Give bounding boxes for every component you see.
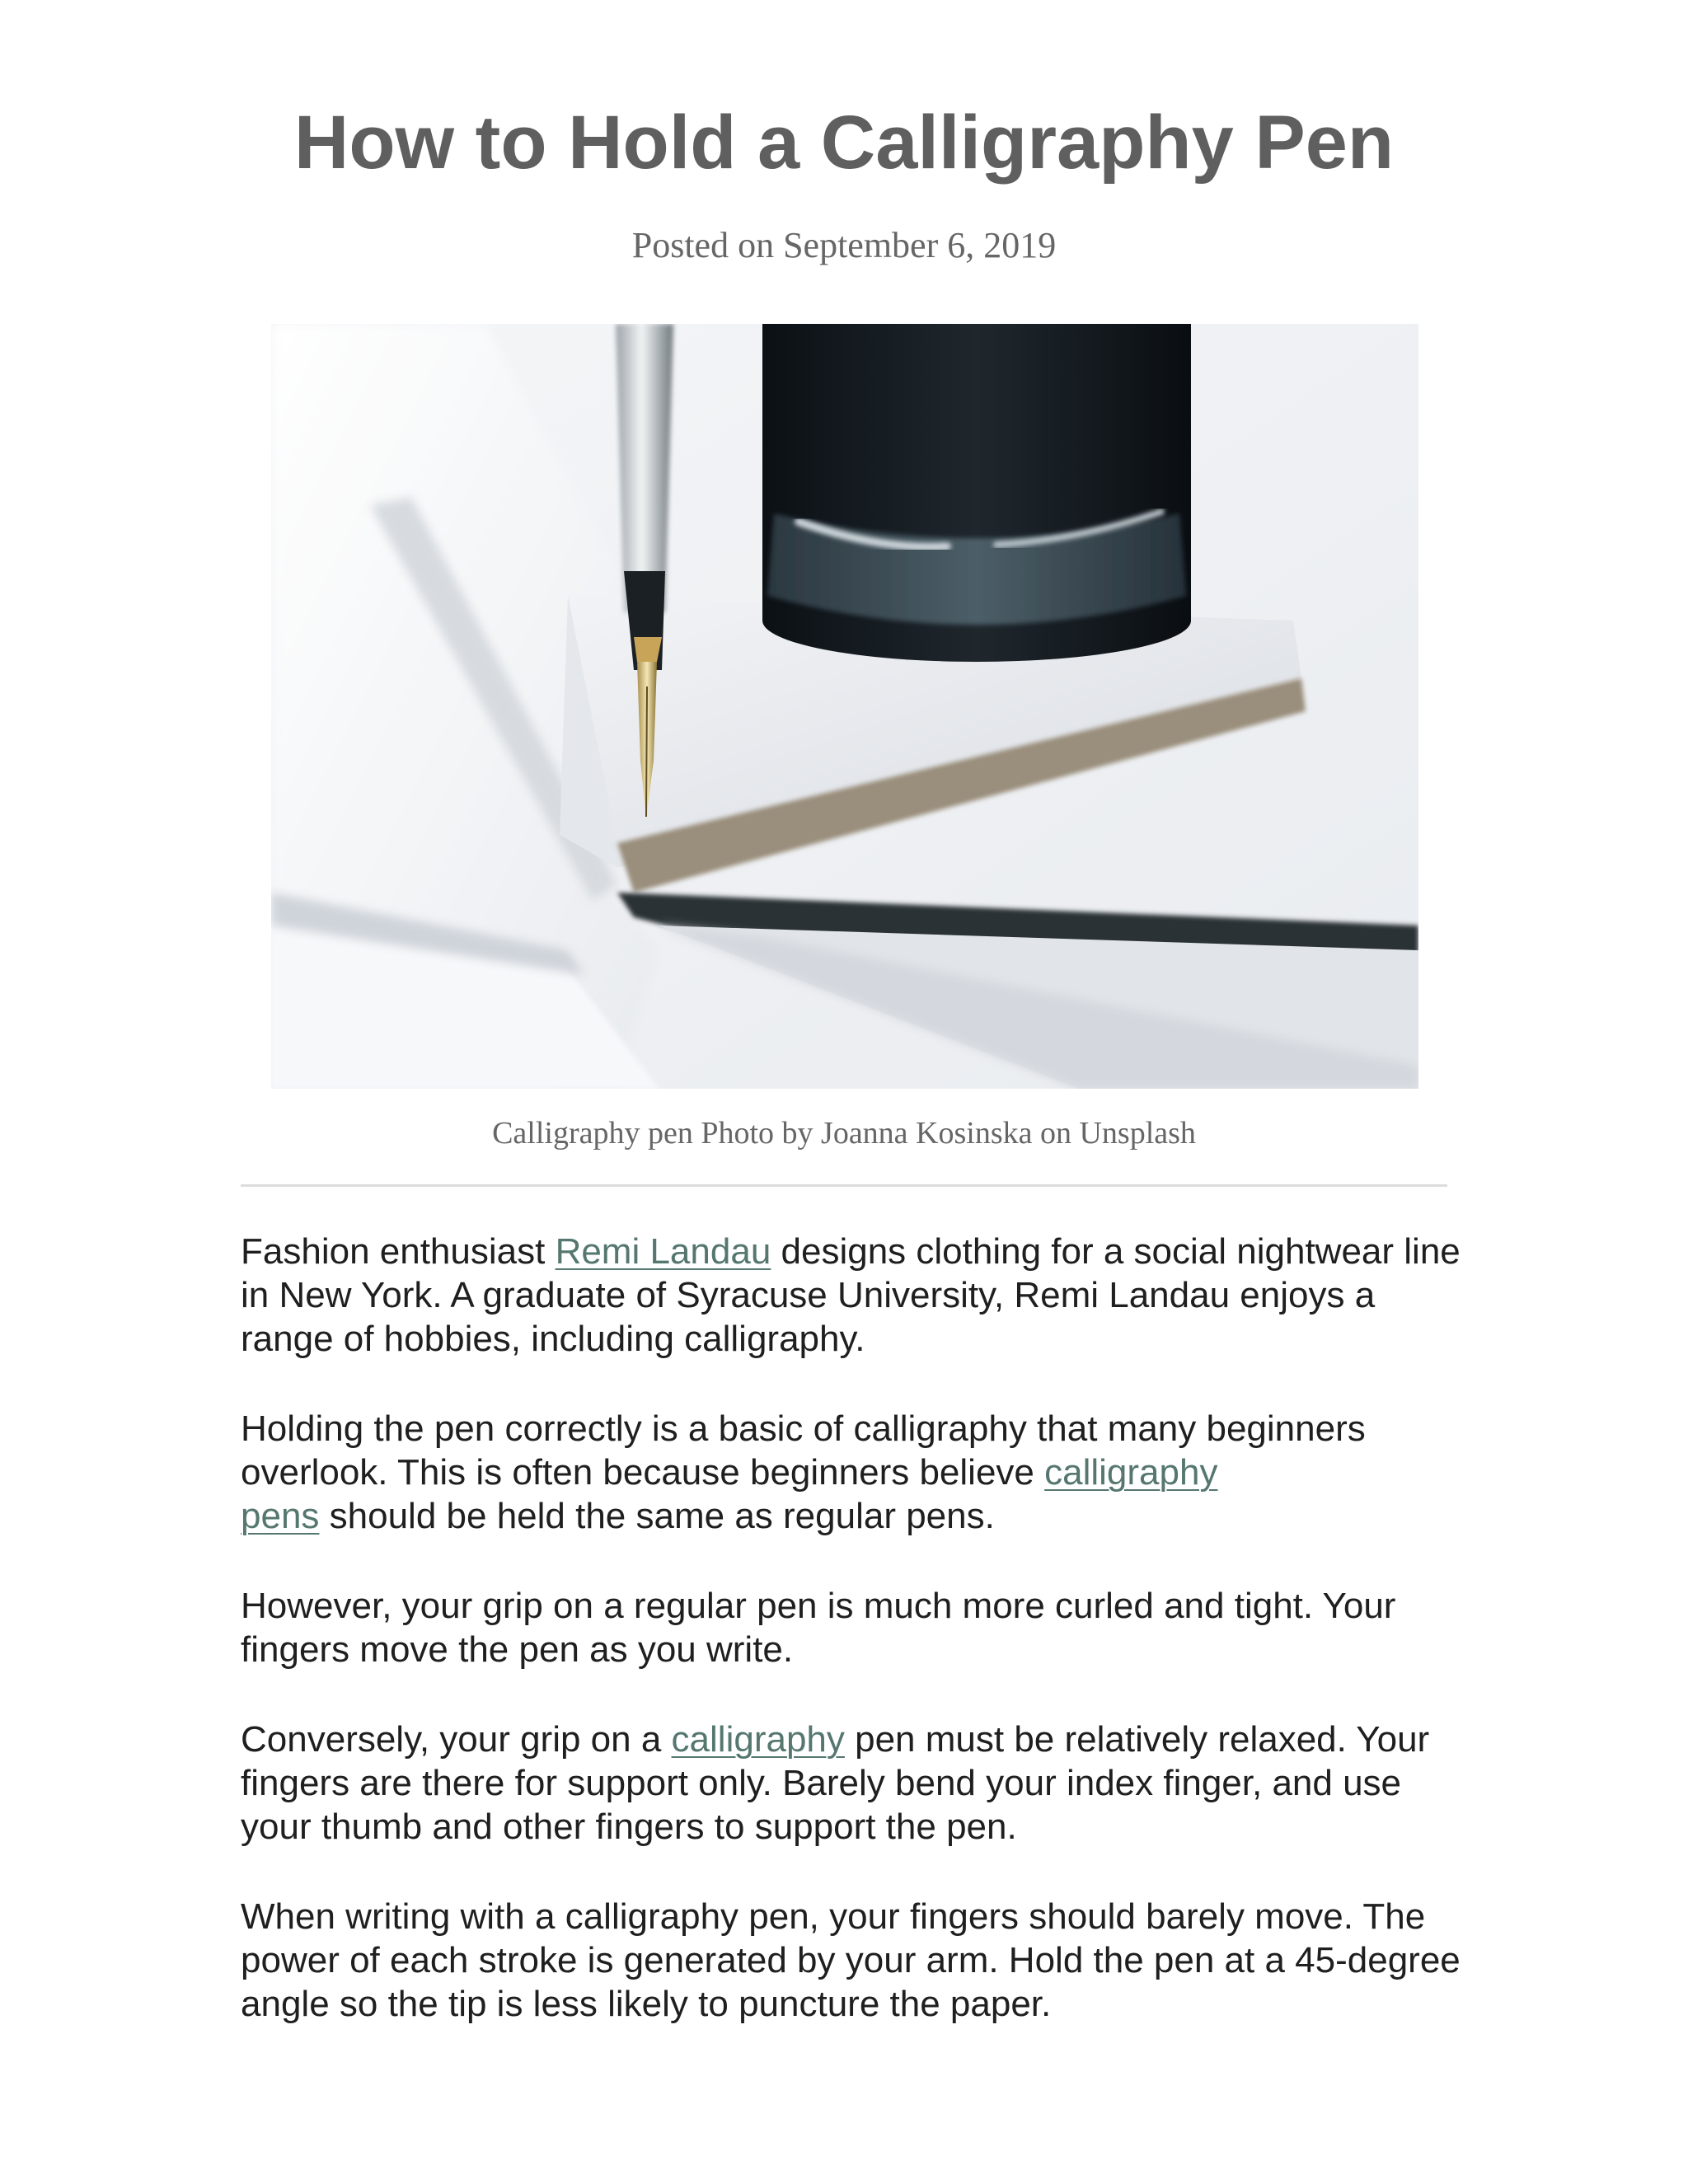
article-body [241,1230,1461,2072]
paragraph-text: Fashion enthusiast [241,1231,556,1272]
calligraphy-pens-link-continued[interactable]: pens [241,1496,320,1536]
paragraph-intro [241,1230,1461,1361]
paragraph-text: Holding the pen correctly is a basic of calligraphy that many beginners overlook. This is often because beginners believe [241,1408,1366,1493]
paragraph-angle: When writing with a calligraphy pen, your fingers should barely move. The power of each stroke is generated by your arm. Hold the pen at a 45-degree angle so the tip is less likely to puncture the paper. [241,1896,1461,2024]
photo-caption: Calligraphy pen Photo by Joanna Kosinska on Unsplash [492,1116,1196,1151]
calligraphy-pens-link[interactable]: calligraphy [1044,1452,1218,1493]
paragraph-relaxed-grip [241,1718,1461,1849]
post-date: Posted on September 6, 2019 [631,225,1057,265]
paragraph-holding [241,1407,1461,1538]
calligraphy-pen-photo [271,324,1418,1089]
paragraph-text: should be held the same as regular pens. [319,1496,995,1536]
paragraph-text: pen must be relatively relaxed. Your fingers are there for support only. Barely bend your index finger, and use your thumb and other fingers to support the pen. [241,1719,1430,1847]
calligraphy-link[interactable]: calligraphy [671,1719,845,1760]
article-title: How to Hold a Calligraphy Pen [293,101,1395,185]
paragraph-text: designs clothing for a social nightwear line in New York. A graduate of Syracuse University, Remi Landau enjoys a range of hobbies, including calligraphy. [241,1231,1461,1359]
remi-landau-link[interactable]: Remi Landau [555,1231,771,1272]
paragraph-text: Conversely, your grip on a [241,1719,672,1760]
divider [241,1184,1447,1187]
article-photo [271,324,1418,1089]
paragraph-regular-grip: However, your grip on a regular pen is much more curled and tight. Your fingers move the pen as you write. [241,1586,1396,1670]
